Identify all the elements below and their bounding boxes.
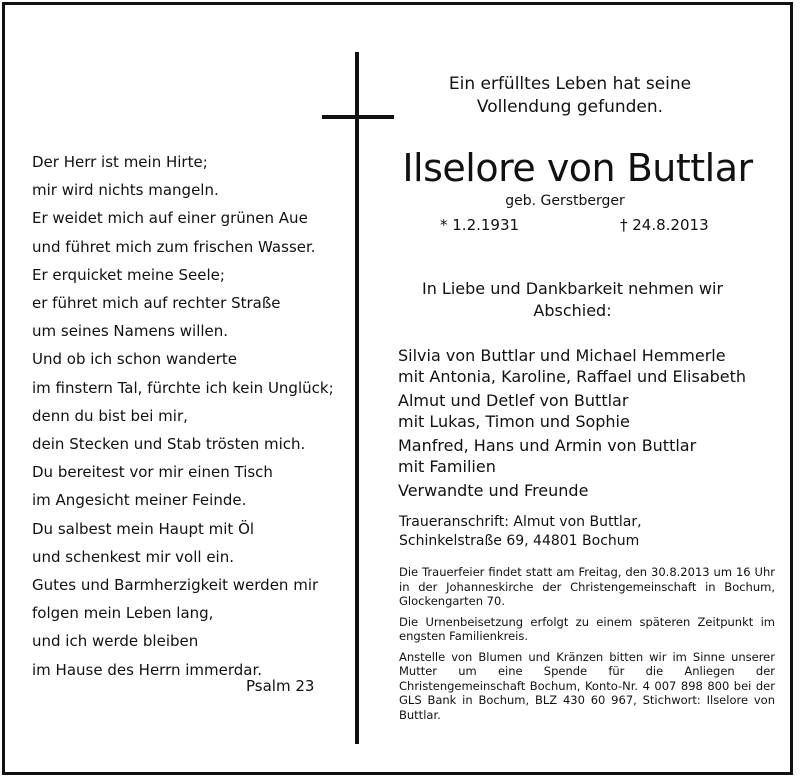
maiden-name: geb. Gerstberger: [505, 193, 625, 209]
psalm-line: Der Herr ist mein Hirte;: [32, 153, 208, 171]
mourner-group: [398, 390, 778, 432]
psalm-line: dein Stecken und Stab trösten mich.: [32, 435, 306, 454]
birth-date: * 1.2.1931: [440, 216, 520, 234]
farewell-line: In Liebe und Dankbarkeit nehmen wir: [421, 279, 724, 298]
cross-horizontal-bar: [322, 115, 394, 119]
psalm-line: mir wird nichts mangeln.: [32, 181, 219, 200]
psalm-text: [32, 148, 332, 684]
death-date: † 24.8.2013: [620, 216, 709, 234]
mourners-list: [398, 345, 778, 504]
psalm-line: und schenkest mir voll ein.: [32, 547, 234, 566]
cross-vertical-bar: [355, 52, 359, 744]
psalm-line: im Angesicht meiner Feinde.: [32, 491, 247, 510]
mourner-line: mit Antonia, Karoline, Raffael und Elisabeth: [398, 367, 747, 386]
notices: [399, 565, 775, 728]
psalm-line: Du bereitest vor mir einen Tisch: [32, 463, 273, 482]
psalm-line: Du salbest mein Haupt mit Öl: [32, 519, 255, 538]
psalm-reference: Psalm 23: [246, 677, 315, 695]
psalm-line: denn du bist bei mir,: [32, 406, 188, 425]
mourning-address: [399, 513, 642, 551]
mourner-line: mit Familien: [398, 457, 496, 476]
motto-line: Ein erfülltes Leben hat seine: [448, 74, 692, 94]
psalm-line: und führet mich zum frischen Wasser.: [32, 237, 316, 256]
psalm-line: er führet mich auf rechter Straße: [32, 294, 281, 313]
address-line: Traueranschrift: Almut von Buttlar,: [399, 514, 642, 530]
mourner-group: [398, 480, 778, 501]
psalm-line: um seines Namens willen.: [32, 322, 229, 341]
mourner-line: Manfred, Hans und Armin von Buttlar: [398, 436, 697, 455]
farewell-line: Abschied:: [533, 301, 612, 320]
mourner-line: Almut und Detlef von Buttlar: [398, 391, 629, 410]
mourner-line: mit Lukas, Timon und Sophie: [398, 412, 630, 431]
psalm-line: Gutes und Barmherzigkeit werden mir: [32, 576, 319, 595]
motto: [400, 73, 740, 119]
motto-line: Vollendung gefunden.: [476, 97, 664, 117]
psalm-line: und ich werde bleiben: [32, 632, 199, 651]
psalm-line: Er weidet mich auf einer grünen Aue: [32, 209, 308, 228]
address-line: Schinkelstraße 69, 44801 Bochum: [399, 533, 640, 549]
mourner-group: [398, 435, 778, 477]
farewell-text: [400, 278, 745, 322]
mourner-line: Verwandte und Freunde: [398, 481, 589, 500]
donation-notice: Anstelle von Blumen und Kränzen bitten wir im Sinne unserer Mutter um eine Spende für die Anliegen der Christengemeinschaft Bochum, Konto-Nr. 4 007 898 800 bei der GLS Bank in Bochum, BLZ 430 60 967, Stichwort: Ilselore von Buttlar.: [399, 649, 775, 722]
psalm-line: Und ob ich schon wanderte: [32, 350, 237, 369]
psalm-line: im finstern Tal, fürchte ich kein Unglück;: [32, 378, 334, 397]
mourner-line: Silvia von Buttlar und Michael Hemmerle: [398, 346, 726, 365]
deceased-name: Ilselore von Buttlar: [402, 146, 753, 190]
psalm-line: Er erquicket meine Seele;: [32, 265, 225, 284]
psalm-line: folgen mein Leben lang,: [32, 604, 214, 623]
mourner-group: [398, 345, 778, 387]
psalm-line: im Hause des Herrn immerdar.: [32, 660, 263, 679]
urn-burial-notice: Die Urnenbeisetzung erfolgt zu einem späteren Zeitpunkt im engsten Familienkreis.: [399, 614, 775, 643]
funeral-service-notice: Die Trauerfeier findet statt am Freitag, den 30.8.2013 um 16 Uhr in der Johanneskirche der Christengemeinschaft in Bochum, Glockengarten 70.: [399, 565, 775, 608]
